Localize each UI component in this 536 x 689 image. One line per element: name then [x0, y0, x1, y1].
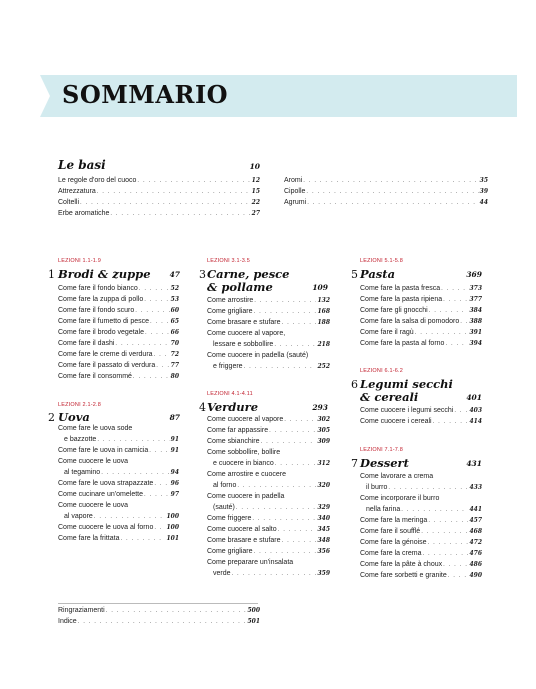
basi-entry[interactable]: Coltelli . . . 22 — [58, 198, 260, 208]
toc-entry-line1: Come cuocere le uova — [58, 458, 129, 465]
toc-entry-line1: Come sobbollire, bollire — [207, 449, 281, 456]
section-title: Carne, pesce — [207, 267, 290, 281]
toc-entry[interactable]: Come fare il dashi . . . 70 — [58, 339, 179, 349]
section-number: 2 — [48, 411, 55, 424]
toc-entry[interactable]: Come sbianchire . . . 309 — [207, 437, 330, 447]
toc-entry[interactable]: Come fare le uova strapazzate . . . 96 — [58, 479, 179, 489]
section-title: Legumi secchi — [360, 377, 453, 391]
toc-entry[interactable]: Come fare il fumetto di pesce . . . 65 — [58, 317, 179, 327]
basi-entry[interactable]: Le regole d'oro del cuoco . . . 12 — [58, 176, 260, 186]
toc-entry[interactable]: e cuocere in bianco . . . 312 — [213, 459, 330, 469]
section-title-line2: & cereali — [360, 390, 419, 404]
toc-entry[interactable]: Come fare la pâte à choux . . . 486 — [360, 560, 482, 570]
basi-entry[interactable]: Aromi . . . 35 — [284, 176, 488, 186]
toc-entry[interactable]: Come far appassire . . . 305 — [207, 426, 330, 436]
basi-entry[interactable]: Erbe aromatiche . . . 27 — [58, 209, 260, 219]
toc-entry-line1: Come lavorare a crema — [360, 473, 434, 480]
toc-entry[interactable]: al vapore . . . 100 — [64, 512, 179, 522]
section-number: 6 — [351, 378, 358, 391]
banner-notch — [40, 75, 50, 117]
page-title: SOMMARIO — [62, 80, 229, 109]
toc-entry[interactable]: Come fare il brodo vegetale . . . 66 — [58, 328, 179, 338]
lesson-range: LEZIONI 3.1-3.5 — [207, 258, 251, 264]
section-page: 109 — [312, 283, 328, 292]
toc-entry[interactable]: Come cucinare un'omelette . . . 97 — [58, 490, 179, 500]
toc-entry[interactable]: lessare e sobbollire . . . 218 — [213, 340, 330, 350]
basi-entry[interactable]: Cipolle . . . 39 — [284, 187, 488, 197]
toc-entry[interactable]: Come fare il consommé . . . 80 — [58, 372, 179, 382]
lesson-range: LEZIONI 2.1-2.8 — [58, 402, 102, 408]
toc-entry[interactable]: Come grigliare . . . 356 — [207, 547, 330, 557]
section-title: Verdure — [207, 400, 259, 414]
toc-entry[interactable]: e friggere . . . 252 — [213, 362, 330, 372]
toc-entry[interactable]: Come cuocere i legumi secchi . . . 403 — [360, 406, 482, 416]
section-number: 3 — [199, 268, 206, 281]
toc-entry[interactable]: nella farina . . . 441 — [366, 505, 482, 515]
toc-entry[interactable]: Come fare la pasta ripiena . . . 377 — [360, 295, 482, 305]
toc-entry[interactable]: e bazzotte . . . 91 — [64, 435, 179, 445]
section-page: 47 — [169, 270, 180, 279]
toc-entry[interactable]: Come fare il ragù . . . 391 — [360, 328, 482, 338]
section-title: Uova — [58, 410, 90, 424]
section-title: Pasta — [360, 267, 396, 281]
toc-entry[interactable]: al tegamino . . . 94 — [64, 468, 179, 478]
toc-entry[interactable]: Come fare la génoise . . . 472 — [360, 538, 482, 548]
section-title-line2: & pollame — [207, 280, 273, 294]
lesson-range: LEZIONI 1.1-1.9 — [58, 258, 102, 264]
toc-entry-line1: Come arrostire e cuocere — [207, 471, 286, 478]
toc-entry[interactable]: Come fare la frittata . . . 101 — [58, 534, 179, 544]
lesson-range: LEZIONI 4.1-4.11 — [207, 391, 253, 397]
toc-entry[interactable]: Come brasare e stufare . . . 188 — [207, 318, 330, 328]
footer-entry[interactable]: Indice . . . 501 — [58, 617, 260, 627]
toc-entry-line1: Come incorporare il burro — [360, 495, 440, 502]
toc-entry[interactable]: Come fare la pasta fresca . . . 373 — [360, 284, 482, 294]
toc-entry-line1: Come preparare un'insalata — [207, 559, 294, 566]
toc-entry-line1: Come cuocere in padella — [207, 493, 285, 500]
toc-entry[interactable]: Come fare la zuppa di pollo . . . 53 — [58, 295, 179, 305]
toc-entry[interactable]: Come fare la pasta al forno . . . 394 — [360, 339, 482, 349]
toc-entry[interactable]: Come fare la crema . . . 476 — [360, 549, 482, 559]
toc-entry[interactable]: al forno . . . 320 — [213, 481, 330, 491]
footer-entry[interactable]: Ringraziamenti . . . 500 — [58, 606, 260, 616]
section-page: 369 — [466, 270, 482, 279]
section-number: 5 — [351, 268, 358, 281]
toc-entry[interactable]: Come arrostire . . . 132 — [207, 296, 330, 306]
basi-page: 10 — [249, 162, 260, 171]
toc-entry[interactable]: Come cuocere al salto . . . 345 — [207, 525, 330, 535]
toc-entry[interactable]: Come brasare e stufare . . . 348 — [207, 536, 330, 546]
basi-title: Le basi — [58, 158, 106, 172]
toc-entry[interactable]: Come fare la salsa di pomodoro . . . 388 — [360, 317, 482, 327]
basi-entry[interactable]: Agrumi . . . 44 — [284, 198, 488, 208]
toc-entry[interactable]: Come fare le uova in camicia . . . 91 — [58, 446, 179, 456]
section-number: 7 — [351, 457, 358, 470]
lesson-range: LEZIONI 6.1-6.2 — [360, 368, 404, 374]
section-number: 4 — [199, 401, 206, 414]
toc-entry[interactable]: Come cuocere le uova al forno . . . 100 — [58, 523, 179, 533]
section-page: 401 — [466, 393, 482, 402]
toc-entry[interactable]: Come fare il soufflé . . . 468 — [360, 527, 482, 537]
toc-entry[interactable]: (sauté) . . . 329 — [213, 503, 330, 513]
toc-entry[interactable]: Come cuocere i cereali . . . 414 — [360, 417, 482, 427]
section-title: Dessert — [360, 456, 409, 470]
toc-entry[interactable]: Come fare sorbetti e granite . . . 490 — [360, 571, 482, 581]
toc-entry[interactable]: verde . . . 359 — [213, 569, 330, 579]
basi-entry[interactable]: Attrezzatura . . . 15 — [58, 187, 260, 197]
toc-entry[interactable]: Come fare il fondo bianco . . . 52 — [58, 284, 179, 294]
lesson-range: LEZIONI 5.1-5.8 — [360, 258, 404, 264]
toc-entry[interactable]: Come fare il fondo scuro . . . 60 — [58, 306, 179, 316]
toc-entry-line1: Come cuocere in padella (sauté) — [207, 352, 309, 359]
toc-entry[interactable]: Come fare le creme di verdura . . . 72 — [58, 350, 179, 360]
section-page: 87 — [169, 413, 180, 422]
toc-entry[interactable]: Come fare gli gnocchi . . . 384 — [360, 306, 482, 316]
footer-divider — [58, 603, 258, 604]
section-title: Brodi & zuppe — [58, 267, 151, 281]
section-number: 1 — [48, 268, 55, 281]
toc-entry[interactable]: Come fare la meringa . . . 457 — [360, 516, 482, 526]
toc-entry[interactable]: Come cuocere al vapore . . . 302 — [207, 415, 330, 425]
toc-entry[interactable]: il burro . . . 433 — [366, 483, 482, 493]
section-page: 431 — [466, 459, 482, 468]
toc-entry[interactable]: Come fare il passato di verdura . . . 77 — [58, 361, 179, 371]
lesson-range: LEZIONI 7.1-7.8 — [360, 447, 404, 453]
toc-entry-line1: Come cuocere le uova — [58, 502, 129, 509]
toc-entry-line1: Come fare le uova sode — [58, 425, 133, 432]
toc-entry-line1: Come cuocere al vapore, — [207, 330, 286, 337]
toc-entry[interactable]: Come friggere . . . 340 — [207, 514, 330, 524]
section-page: 293 — [312, 403, 328, 412]
toc-entry[interactable]: Come grigliare . . . 168 — [207, 307, 330, 317]
